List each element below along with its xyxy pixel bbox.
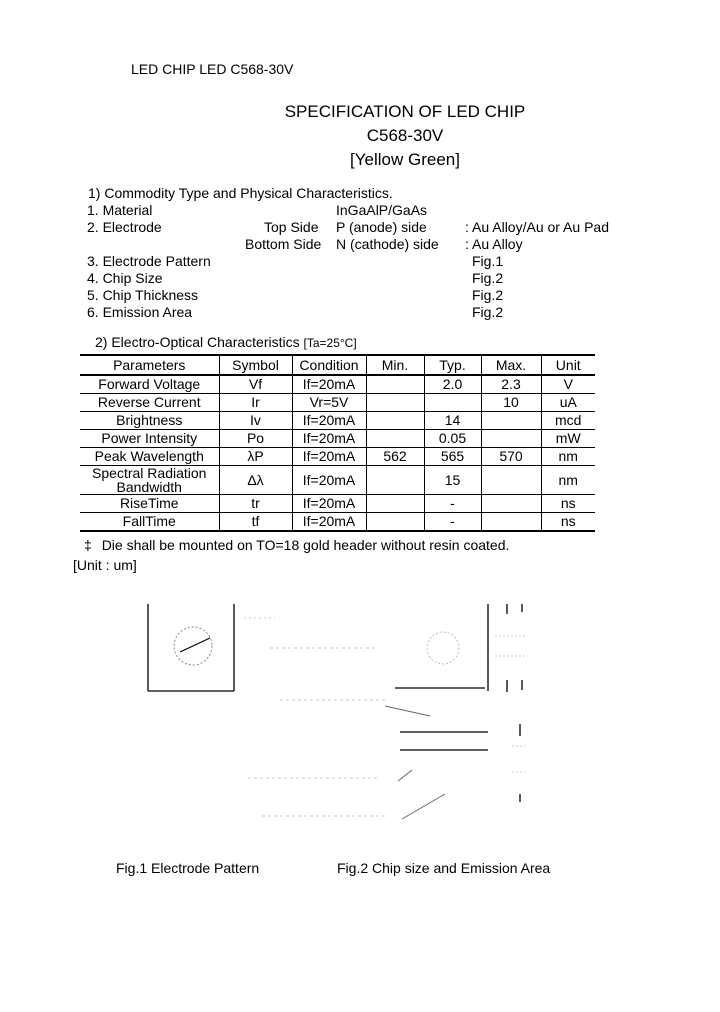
table-cell: uA (541, 394, 595, 412)
table-header-row (80, 355, 595, 375)
table-cell (366, 394, 424, 412)
fig1-pad-detail (427, 632, 459, 664)
note-mark: ‡ (84, 537, 92, 553)
table-cell: Po (219, 430, 292, 448)
table-cell (481, 412, 541, 430)
table-cell (424, 394, 481, 412)
table-cell: nm (541, 466, 595, 495)
table-cell: If=20mA (292, 466, 366, 495)
note-text: Die shall be mounted on TO=18 gold header without resin coated. (101, 537, 510, 553)
table-cell: ns (541, 513, 595, 532)
column-header: Symbol (219, 355, 292, 375)
bottom-side-value: N (cathode) side (336, 236, 439, 252)
mounting-note (84, 537, 509, 553)
fig2-chip-outline (395, 604, 488, 750)
table-cell (366, 412, 424, 430)
table-cell: Brightness (80, 412, 219, 430)
table-cell: 10 (481, 394, 541, 412)
table-cell: 0.05 (424, 430, 481, 448)
emission-label: 6. Emission Area (87, 304, 193, 320)
fig1-leader-line (180, 638, 210, 652)
table-cell: FallTime (80, 513, 219, 532)
fig2-leader-arrows (385, 706, 445, 819)
table-row (80, 513, 595, 532)
table-cell (366, 375, 424, 394)
table-cell: Δλ (219, 466, 292, 495)
electrode-label: 2. Electrode (87, 219, 162, 235)
table-cell: V (541, 375, 595, 394)
material-label: 1. Material (87, 202, 153, 218)
table-cell: If=20mA (292, 513, 366, 532)
color-variant: [Yellow Green] (350, 150, 460, 169)
table-cell: 14 (424, 412, 481, 430)
figure-drawings (140, 596, 540, 832)
fig1-faint-label (244, 618, 375, 648)
fig2-dimension-marks (507, 604, 522, 802)
spectral-line1: Spectral Radiation (92, 465, 207, 481)
table-cell: 562 (366, 448, 424, 466)
table-cell: Iv (219, 412, 292, 430)
table-row (80, 394, 595, 412)
table-cell: Forward Voltage (80, 375, 219, 394)
table-cell: 2.3 (481, 375, 541, 394)
table-row (80, 412, 595, 430)
material-value: InGaAlP/GaAs (336, 202, 428, 218)
document-header: LED CHIP LED C568-30V (131, 61, 294, 77)
top-side-label: Top Side (264, 219, 319, 235)
pattern-label: 3. Electrode Pattern (87, 253, 211, 269)
pattern-value: Fig.1 (472, 253, 504, 269)
table-cell: Reverse Current (80, 394, 219, 412)
column-header: Min. (366, 355, 424, 375)
emission-value: Fig.2 (472, 304, 504, 320)
top-side-value: P (anode) side (336, 219, 427, 235)
table-cell: Peak Wavelength (80, 448, 219, 466)
section2-title: 2) Electro-Optical Characteristics (95, 334, 300, 350)
table-row (80, 466, 595, 495)
bottom-side-material: : Au Alloy (465, 236, 523, 252)
ambient-condition: [Ta=25°C] (303, 336, 357, 350)
table-row (80, 430, 595, 448)
table-cell (481, 495, 541, 513)
table-cell: 15 (424, 466, 481, 495)
table-row (80, 495, 595, 513)
table-cell: mW (541, 430, 595, 448)
top-side-material: : Au Alloy/Au or Au Pad (465, 219, 609, 235)
table-cell (366, 430, 424, 448)
chip-size-value: Fig.2 (472, 270, 504, 286)
table-cell: nm (541, 448, 595, 466)
table-cell: If=20mA (292, 430, 366, 448)
model-number: C568-30V (366, 126, 444, 145)
column-header: Max. (481, 355, 541, 375)
table-cell: 570 (481, 448, 541, 466)
fig2-caption: Fig.2 Chip size and Emission Area (337, 860, 551, 876)
table-cell (481, 466, 541, 495)
column-header: Parameters (80, 355, 219, 375)
chip-size-label: 4. Chip Size (87, 270, 163, 286)
bottom-side-label: Bottom Side (245, 236, 322, 252)
fig1-caption: Fig.1 Electrode Pattern (116, 860, 260, 876)
table-cell: Vf (219, 375, 292, 394)
column-header: Typ. (424, 355, 481, 375)
thickness-label: 5. Chip Thickness (87, 287, 199, 303)
column-header: Condition (292, 355, 366, 375)
table-cell (366, 466, 424, 495)
table-cell: - (424, 495, 481, 513)
column-header: Unit (541, 355, 595, 375)
table-cell: If=20mA (292, 375, 366, 394)
table-cell (481, 513, 541, 532)
table-cell: If=20mA (292, 448, 366, 466)
table-cell: tf (219, 513, 292, 532)
table-cell (366, 513, 424, 532)
fig2-dimension-faint (495, 636, 525, 772)
table-cell-spectral (80, 466, 219, 495)
table-cell: mcd (541, 412, 595, 430)
table-cell: 2.0 (424, 375, 481, 394)
fig2-faint-labels (248, 700, 388, 816)
table-cell: If=20mA (292, 495, 366, 513)
table-cell: Ir (219, 394, 292, 412)
table-cell: Vr=5V (292, 394, 366, 412)
table-cell: - (424, 513, 481, 532)
section1-heading: 1) Commodity Type and Physical Characteristics. (88, 185, 393, 201)
table-cell: RiseTime (80, 495, 219, 513)
spectral-line2: Bandwidth (116, 479, 182, 495)
table-row (80, 448, 595, 466)
table-cell: Power Intensity (80, 430, 219, 448)
electro-optical-table (80, 354, 595, 532)
thickness-value: Fig.2 (472, 287, 504, 303)
table-cell: λP (219, 448, 292, 466)
table-row (80, 375, 595, 394)
table-cell (366, 495, 424, 513)
section2-heading (95, 334, 357, 350)
table-cell: ns (541, 495, 595, 513)
page-title: SPECIFICATION OF LED CHIP (284, 102, 526, 121)
table-cell: tr (219, 495, 292, 513)
table-cell: If=20mA (292, 412, 366, 430)
table-cell (481, 430, 541, 448)
table-cell: 565 (424, 448, 481, 466)
unit-label: [Unit : um] (73, 557, 137, 573)
